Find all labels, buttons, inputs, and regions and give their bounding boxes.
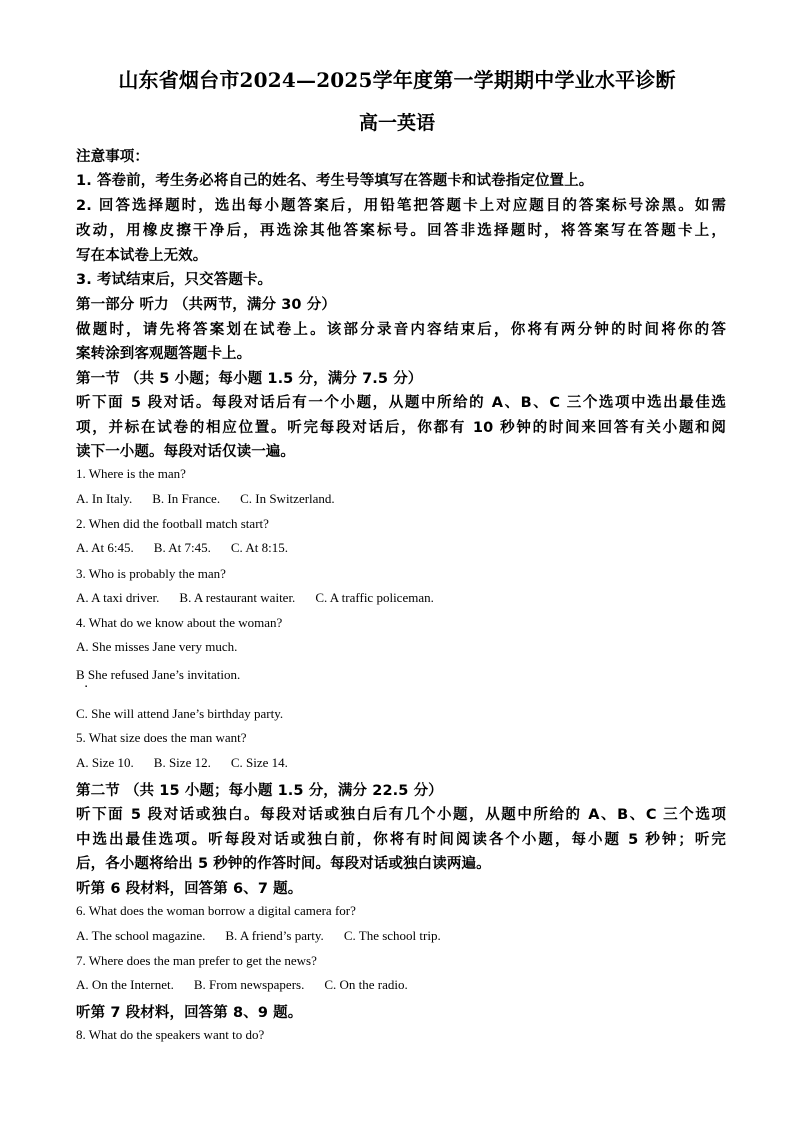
question-6: 6. What does the woman borrow a digital camera for? <box>76 903 356 918</box>
question-7: 7. Where does the man prefer to get the news? <box>76 953 317 968</box>
question-4: 4. What do we know about the woman? <box>76 615 283 630</box>
option-a: A. At 6:45. <box>76 540 134 555</box>
part1-heading: 第一部分 听力 （共两节，满分 30 分） <box>76 297 336 313</box>
notice-item-3: 3. 考试结束后，只交答题卡。 <box>76 272 273 288</box>
option-c: C. A traffic policeman. <box>315 590 434 605</box>
section1-instructions-line-3: 读下一小题。每段对话仅读一遍。 <box>76 444 295 460</box>
material-7-heading: 听第 7 段材料，回答第 8、9 题。 <box>76 1005 303 1021</box>
section2-instructions-line-2: 中选出最佳选项。听每段对话或独白前，你将有时间阅读各个小题，每小题 5 秒钟；听完 <box>76 832 726 848</box>
option-b: B. A restaurant waiter. <box>179 590 296 605</box>
part1-intro-line-1: 做题时，请先将答案划在试卷上。该部分录音内容结束后，你将有两分钟的时间将你的答 <box>76 322 726 338</box>
question-2-options <box>76 540 726 556</box>
notice-item-2-line-3: 写在本试卷上无效。 <box>76 248 208 264</box>
option-c: C. The school trip. <box>343 928 441 943</box>
question-3: 3. Who is probably the man? <box>76 566 226 581</box>
question-5-options <box>76 755 726 771</box>
option-c: C. In Switzerland. <box>240 491 335 506</box>
section1-instructions-line-2: 项，并标在试卷的相应位置。听完每段对话后，你都有 10 秒钟的时间来回答有关小题和阅 <box>76 420 726 436</box>
notice-heading: 注意事项： <box>76 149 149 165</box>
question-1-options <box>76 491 726 507</box>
option-a: A. The school magazine. <box>76 928 206 943</box>
question-7-options <box>76 977 726 993</box>
section1-heading: 第一节 （共 5 小题；每小题 1.5 分，满分 7.5 分） <box>76 371 423 387</box>
option-a: A. On the Internet. <box>76 977 174 992</box>
option-c: C. At 8:15. <box>230 540 288 555</box>
option-a: A. A taxi driver. <box>76 590 160 605</box>
option-b: B. A friend’s party. <box>225 928 324 943</box>
option-c: C. On the radio. <box>324 977 408 992</box>
option-b: B. Size 12. <box>153 755 211 770</box>
material-6-heading: 听第 6 段材料，回答第 6、7 题。 <box>76 881 303 897</box>
option-b: B. At 7:45. <box>153 540 211 555</box>
section2-instructions-line-3: 后，各小题将给出 5 秒钟的作答时间。每段对话或独白读两遍。 <box>76 856 491 872</box>
question-1: 1. Where is the man? <box>76 466 186 481</box>
question-3-options <box>76 590 726 606</box>
question-2: 2. When did the football match start? <box>76 516 269 531</box>
notice-item-2-line-1: 2. 回答选择题时，选出每小题答案后，用铅笔把答题卡上对应题目的答案标号涂黑。如需 <box>76 198 726 214</box>
question-8: 8. What do the speakers want to do? <box>76 1027 265 1042</box>
exam-title: 山东省烟台市2024—2025学年度第一学期期中学业水平诊断 <box>118 68 676 92</box>
stray-dot: ▪ <box>85 684 88 690</box>
section1-instructions-line-1: 听下面 5 段对话。每段对话后有一个小题，从题中所给的 A、B、C 三个选项中选出最佳选 <box>76 395 726 411</box>
question-4-option-b: B She refused Jane’s invitation. <box>76 667 241 682</box>
section2-heading: 第二节 （共 15 小题；每小题 1.5 分，满分 22.5 分） <box>76 783 443 799</box>
option-c: C. Size 14. <box>230 755 288 770</box>
question-4-option-c: C. She will attend Jane’s birthday party. <box>76 706 284 721</box>
section2-instructions-line-1: 听下面 5 段对话或独白。每段对话或独白后有几个小题，从题中所给的 A、B、C 三个选项 <box>76 807 726 823</box>
notice-item-1: 1. 答卷前，考生务必将自己的姓名、考生号等填写在答题卡和试卷指定位置上。 <box>76 173 594 189</box>
notice-item-2-line-2: 改动，用橡皮擦干净后，再选涂其他答案标号。回答非选择题时，将答案写在答题卡上， <box>76 223 726 239</box>
option-a: A. In Italy. <box>76 491 133 506</box>
question-4-option-a: A. She misses Jane very much. <box>76 639 238 654</box>
part1-intro-line-2: 案转涂到客观题答题卡上。 <box>76 346 252 362</box>
question-6-options <box>76 928 726 944</box>
option-b: B. From newspapers. <box>193 977 305 992</box>
exam-subtitle: 高一英语 <box>358 112 435 134</box>
option-a: A. Size 10. <box>76 755 134 770</box>
question-5: 5. What size does the man want? <box>76 730 247 745</box>
option-b: B. In France. <box>152 491 221 506</box>
